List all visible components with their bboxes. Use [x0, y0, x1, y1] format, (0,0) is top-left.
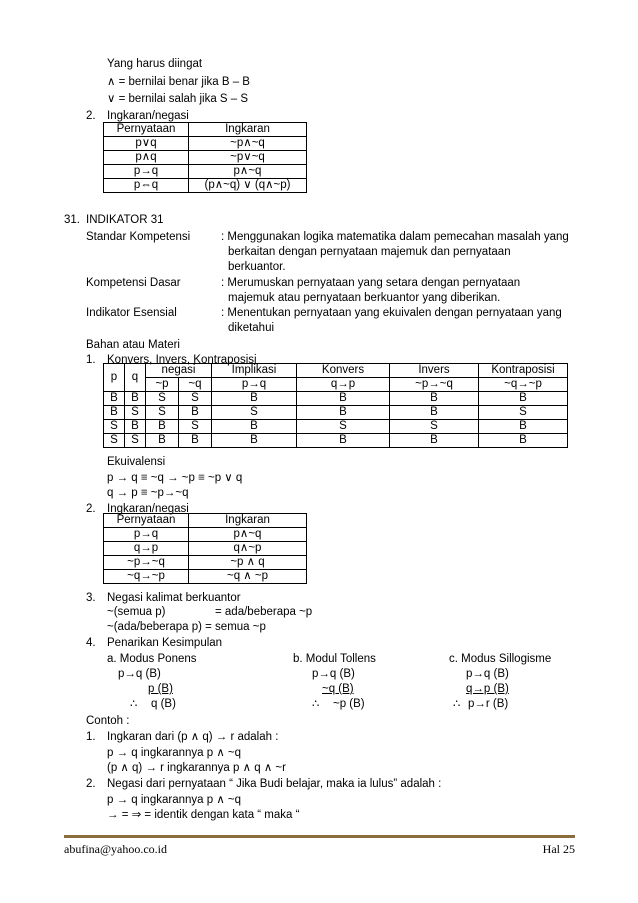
table-cell: ~p∧~q — [189, 137, 307, 151]
table-cell: B — [297, 392, 390, 406]
table-cell: B — [212, 434, 297, 448]
modus-ponens-label: a. Modus Ponens — [107, 653, 197, 665]
premise: p→q (B) — [118, 668, 161, 680]
premise: ~q (B) — [322, 683, 354, 695]
premise: p (B) — [148, 683, 173, 695]
kd-label: Kompetensi Dasar — [86, 277, 181, 289]
table-cell: q→p — [104, 542, 189, 556]
reminder-and: ∧ = bernilai benar jika B – B — [107, 76, 250, 88]
table-cell: p→q — [104, 528, 189, 542]
table-cell: B — [146, 434, 179, 448]
reminder-title: Yang harus diingat — [107, 58, 203, 70]
premise: p→q (B) — [312, 668, 355, 680]
table-cell: ~q→~p — [104, 570, 189, 584]
reminder-or: ∨ = bernilai salah jika S – S — [107, 93, 249, 105]
item-number: 2. — [86, 110, 96, 122]
answer-line: p → q ingkarannya p ∧ ~q — [107, 794, 242, 806]
kd-text: : Merumuskan pernyataan yang setara dengan pernyataan — [221, 277, 521, 289]
section-title: Ingkaran/negasi — [107, 503, 189, 515]
sk-text: berkaitan dengan pernyataan majemuk dan pernyataan — [228, 246, 511, 258]
section-title: Penarikan Kesimpulan — [107, 637, 223, 649]
conclusion: ~p (B) — [333, 698, 365, 710]
table-header: p — [104, 364, 125, 392]
table-cell: S — [104, 434, 125, 448]
item-number: 3. — [86, 592, 96, 604]
table-cell: B — [479, 392, 568, 406]
item-number: 31. — [64, 214, 80, 226]
table-header: Invers — [390, 364, 479, 378]
table-cell: S — [125, 434, 146, 448]
table-cell: ~p→~q — [104, 556, 189, 570]
table-cell: S — [479, 406, 568, 420]
table-cell: B — [104, 392, 125, 406]
table-cell: B — [212, 420, 297, 434]
ie-text: diketahui — [228, 322, 275, 334]
table-cell: ~q ∧ ~p — [189, 570, 307, 584]
negation-table-top — [103, 122, 307, 193]
section-title: Ingkaran/negasi — [107, 110, 189, 122]
sk-label: Standar Kompetensi — [86, 231, 191, 243]
table-cell: B — [146, 420, 179, 434]
question: Negasi dari pernyataan “ Jika Budi belajar, maka ia lulus” adalah : — [107, 778, 442, 790]
sk-text: berkuantor. — [228, 261, 286, 273]
table-cell: S — [125, 406, 146, 420]
table-subheader: q→p — [297, 378, 390, 392]
table-header: Ingkaran — [189, 123, 307, 137]
answer-line: p → q ingkarannya p ∧ ~q — [107, 747, 242, 759]
sk-text: : Menggunakan logika matematika dalam pemecahan masalah yang — [221, 231, 569, 243]
answer-line: (p ∧ q) → r ingkarannya p ∧ q ∧ ~r — [107, 762, 286, 774]
item-number: 4. — [86, 637, 96, 649]
table-cell: B — [297, 406, 390, 420]
table-cell: S — [104, 420, 125, 434]
table-cell: B — [104, 406, 125, 420]
table-cell: B — [179, 434, 212, 448]
item-number: 2. — [86, 503, 96, 515]
table-cell: B — [212, 392, 297, 406]
table-cell: S — [146, 392, 179, 406]
table-header: Ingkaran — [189, 514, 307, 528]
table-cell: p∨q — [104, 137, 189, 151]
table-subheader: ~p — [146, 378, 179, 392]
quantifier-line: ~(semua p) — [107, 606, 166, 618]
quantifier-line: ~(ada/beberapa p) = semua ~p — [107, 621, 266, 633]
modus-sillogisme-label: c. Modus Sillogisme — [449, 653, 552, 665]
item-number: 2. — [86, 778, 96, 790]
table-cell: p∧q — [104, 151, 189, 165]
ie-label: Indikator Esensial — [86, 307, 177, 319]
ekuivalensi-line: p → q ≡ ~q → ~p ≡ ~p ∨ q — [107, 472, 243, 484]
table-cell: ~p ∧ q — [189, 556, 307, 570]
item-number: 1. — [86, 354, 96, 366]
table-cell: B — [479, 420, 568, 434]
table-subheader: ~q — [179, 378, 212, 392]
table-cell: B — [479, 434, 568, 448]
quantifier-line: = ada/beberapa ~p — [215, 606, 313, 618]
table-subheader: ~q→~p — [479, 378, 568, 392]
table-cell: S — [179, 392, 212, 406]
table-header: q — [125, 364, 146, 392]
table-subheader: p→q — [212, 378, 297, 392]
truth-table — [103, 363, 568, 448]
table-header: Pernyataan — [104, 123, 189, 137]
table-cell: p∧~q — [189, 165, 307, 179]
ie-text: : Menentukan pernyataan yang ekuivalen dengan pernyataan yang — [221, 307, 562, 319]
question: Ingkaran dari (p ∧ q) → r adalah : — [107, 731, 279, 743]
table-cell: S — [297, 420, 390, 434]
item-number: 1. — [86, 731, 96, 743]
materi-title: Bahan atau Materi — [86, 339, 180, 351]
table-cell: S — [212, 406, 297, 420]
conclusion: q (B) — [151, 698, 176, 710]
table-header: Kontraposisi — [479, 364, 568, 378]
table-cell: p→q — [104, 165, 189, 179]
table-cell: (p∧~q) ∨ (q∧~p) — [189, 179, 307, 193]
table-cell: B — [390, 406, 479, 420]
table-cell: B — [390, 392, 479, 406]
table-cell: S — [146, 406, 179, 420]
table-cell: p⇔q — [104, 179, 189, 193]
table-cell: p∧~q — [189, 528, 307, 542]
table-header: Konvers — [297, 364, 390, 378]
therefore-symbol: ∴ — [130, 698, 138, 710]
page-number: Hal 25 — [542, 842, 575, 856]
table-header: Pernyataan — [104, 514, 189, 528]
table-cell: B — [390, 434, 479, 448]
table-cell: S — [179, 420, 212, 434]
table-cell: B — [179, 406, 212, 420]
indikator-title: INDIKATOR 31 — [86, 214, 164, 226]
table-cell: S — [390, 420, 479, 434]
contoh-title: Contoh : — [86, 715, 130, 727]
table-header: negasi — [146, 364, 212, 378]
footer-email: abufina@yahoo.co.id — [64, 842, 168, 856]
premise: p→q (B) — [466, 668, 509, 680]
section-title: Negasi kalimat berkuantor — [107, 592, 241, 604]
table-cell: q∧~p — [189, 542, 307, 556]
ekuivalensi-title: Ekuivalensi — [107, 456, 166, 468]
modus-tollens-label: b. Modul Tollens — [293, 653, 376, 665]
table-header: Implikasi — [212, 364, 297, 378]
section-title: Konvers, Invers, Kontraposisi — [107, 354, 257, 366]
therefore-symbol: ∴ — [312, 698, 320, 710]
table-subheader: ~p→~q — [390, 378, 479, 392]
footer-divider — [64, 835, 575, 838]
therefore-symbol: ∴ — [453, 698, 461, 710]
kd-text: majemuk atau pernyataan berkuantor yang diberikan. — [228, 292, 501, 304]
conclusion: p→r (B) — [468, 698, 509, 710]
table-cell: B — [125, 392, 146, 406]
table-cell: ~p∨~q — [189, 151, 307, 165]
negation-table — [103, 513, 307, 584]
ekuivalensi-line: q → p ≡ ~p→~q — [107, 487, 189, 499]
table-cell: B — [297, 434, 390, 448]
premise: q→p (B) — [466, 683, 509, 695]
answer-line: → = ⇒ = identik dengan kata “ maka “ — [107, 809, 300, 821]
table-cell: B — [125, 420, 146, 434]
